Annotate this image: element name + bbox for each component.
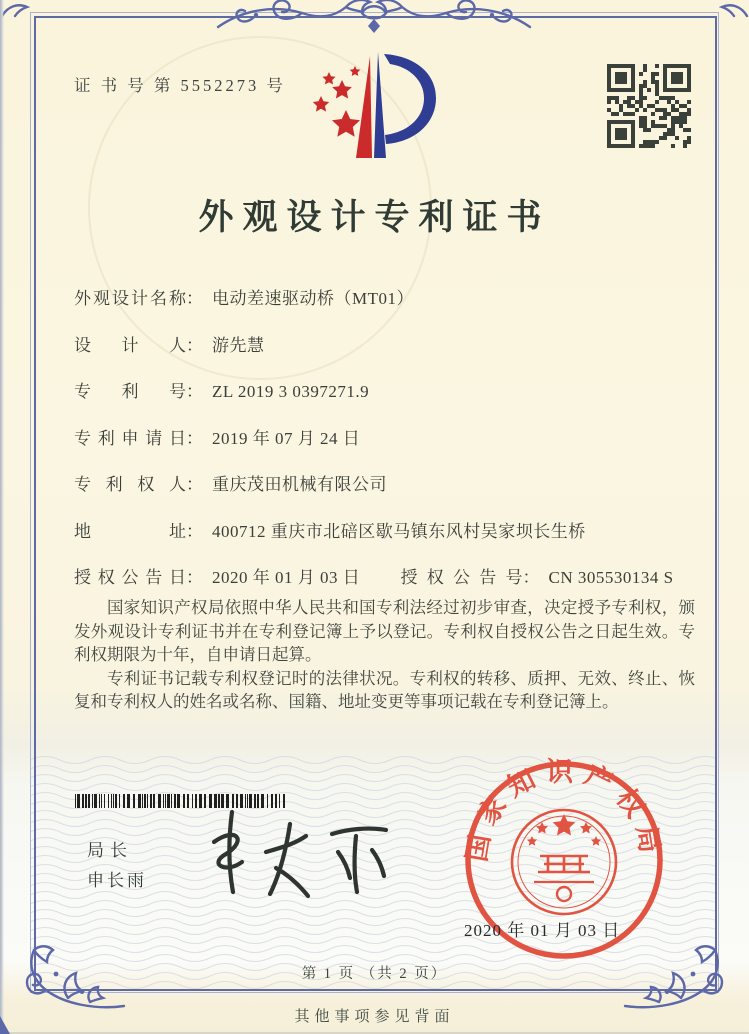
- field-colon: ：: [186, 336, 203, 355]
- barcode-bar: [174, 794, 176, 808]
- field-colon: ：: [186, 522, 203, 541]
- field-grant-number: [401, 563, 674, 588]
- barcode-bar: [101, 794, 102, 808]
- back-note: 其他事项参见背面: [294, 1009, 455, 1025]
- barcode-bar: [99, 794, 100, 808]
- field-grant-date-and-number: [74, 563, 674, 588]
- field-value: ZL 2019 3 0397271.9: [212, 382, 370, 401]
- barcode-bar: [142, 794, 143, 808]
- field-colon: ：: [522, 568, 540, 587]
- field-value: 2019 年 07 月 24 日: [212, 429, 361, 448]
- field-filing-date: [74, 424, 360, 449]
- field-colon: ：: [186, 568, 203, 587]
- qr-code-icon: [607, 64, 691, 148]
- field-colon: ：: [186, 382, 203, 401]
- barcode-bar: [82, 794, 84, 808]
- director-title: 局长: [87, 841, 133, 860]
- barcode-bar: [150, 794, 152, 808]
- field-label: 专利号: [74, 382, 186, 401]
- field-value: 电动差速驱动桥（MT01）: [212, 289, 414, 308]
- seal-date: 2020 年 01 月 03 日: [464, 921, 621, 940]
- barcode-bar: [119, 794, 120, 808]
- barcode-bar: [113, 794, 114, 808]
- barcode-bar: [153, 794, 155, 808]
- barcode-bar: [85, 794, 87, 808]
- barcode-bar: [75, 794, 76, 808]
- barcode-bar: [195, 794, 197, 808]
- director-name: 申长雨: [87, 871, 147, 890]
- barcode-bar: [163, 794, 164, 808]
- barcode-bar: [171, 794, 172, 808]
- field-value: 2020 年 01 月 03 日: [212, 568, 361, 587]
- barcode-bar: [88, 794, 90, 808]
- barcode-bar: [133, 794, 135, 808]
- barcode-bar: [108, 794, 109, 808]
- barcode-bar: [187, 794, 189, 808]
- field-label: 专利申请日: [74, 429, 186, 448]
- barcode-bar: [147, 794, 148, 808]
- legal-text: [74, 596, 695, 714]
- top-center-flourish-ornament: [214, 0, 534, 45]
- field-label: 地址: [74, 522, 186, 541]
- field-value: 重庆茂田机械有限公司: [212, 475, 387, 494]
- barcode-bar: [77, 794, 80, 808]
- certificate-number: 证 书 号 第 5552273 号: [74, 76, 286, 95]
- field-patentee: [74, 470, 387, 495]
- barcode-bar: [111, 794, 112, 808]
- certificate-title: 外观设计专利证书: [198, 198, 551, 237]
- field-design-name: [74, 284, 414, 309]
- field-designer: [74, 331, 265, 356]
- field-value: 400712 重庆市北碚区歇马镇东风村吴家坝长生桥: [212, 522, 586, 541]
- field-label: 授权公告日: [74, 568, 186, 587]
- field-colon: ：: [186, 475, 203, 494]
- barcode-bar: [165, 794, 166, 808]
- barcode-bar: [158, 794, 161, 808]
- field-label: 设计人: [74, 336, 186, 355]
- barcode-bar: [192, 794, 193, 808]
- field-value: 游先慧: [212, 336, 265, 355]
- field-label: 授权公告号: [400, 568, 523, 587]
- barcode-bar: [127, 794, 130, 808]
- scan-edge-left: [0, 0, 4, 1034]
- field-label: 专利权人: [74, 475, 186, 494]
- seal-text: 国家知识产权局: [461, 756, 667, 864]
- scan-corner-wedge: [0, 1016, 10, 1034]
- field-value: CN 305530134 S: [548, 568, 674, 587]
- barcode-bar: [115, 794, 117, 808]
- field-patent-number: [74, 377, 369, 402]
- page-number: 第 1 页 （共 2 页）: [301, 966, 448, 982]
- barcode-bar: [183, 794, 185, 808]
- legal-paragraph-2: 专利证书记载专利权登记时的法律状况。专利权的转移、质押、无效、终止、恢复和专利权人的姓名或名称、国籍、地址变更等事项记载在专利登记簿上。: [74, 668, 695, 712]
- top-left-corner-ornament: [0, 0, 30, 18]
- barcode-bar: [138, 794, 141, 808]
- barcode-bar: [177, 794, 180, 808]
- legal-paragraph-1: 国家知识产权局依照中华人民共和国专利法经过初步审查，决定授予专利权，颁发外观设计专利证书并在专利登记簿上予以登记。专利权自授权公告之日起生效。专利权期限为十年，自申请日起算。: [74, 598, 695, 665]
- barcode-bar: [123, 794, 125, 808]
- field-address: [74, 517, 586, 542]
- handwritten-signature-icon: [198, 798, 408, 910]
- top-right-corner-ornament: [719, 0, 749, 18]
- barcode-bar: [144, 794, 146, 808]
- barcode-bar: [92, 794, 93, 808]
- barcode-bar: [94, 794, 97, 808]
- cnipa-patent-logo-icon: [298, 44, 458, 166]
- barcode-bar: [167, 794, 170, 808]
- field-colon: ：: [186, 429, 203, 448]
- barcode-bar: [104, 794, 105, 808]
- field-colon: ：: [186, 289, 203, 308]
- field-label: 外观设计名称: [74, 289, 186, 308]
